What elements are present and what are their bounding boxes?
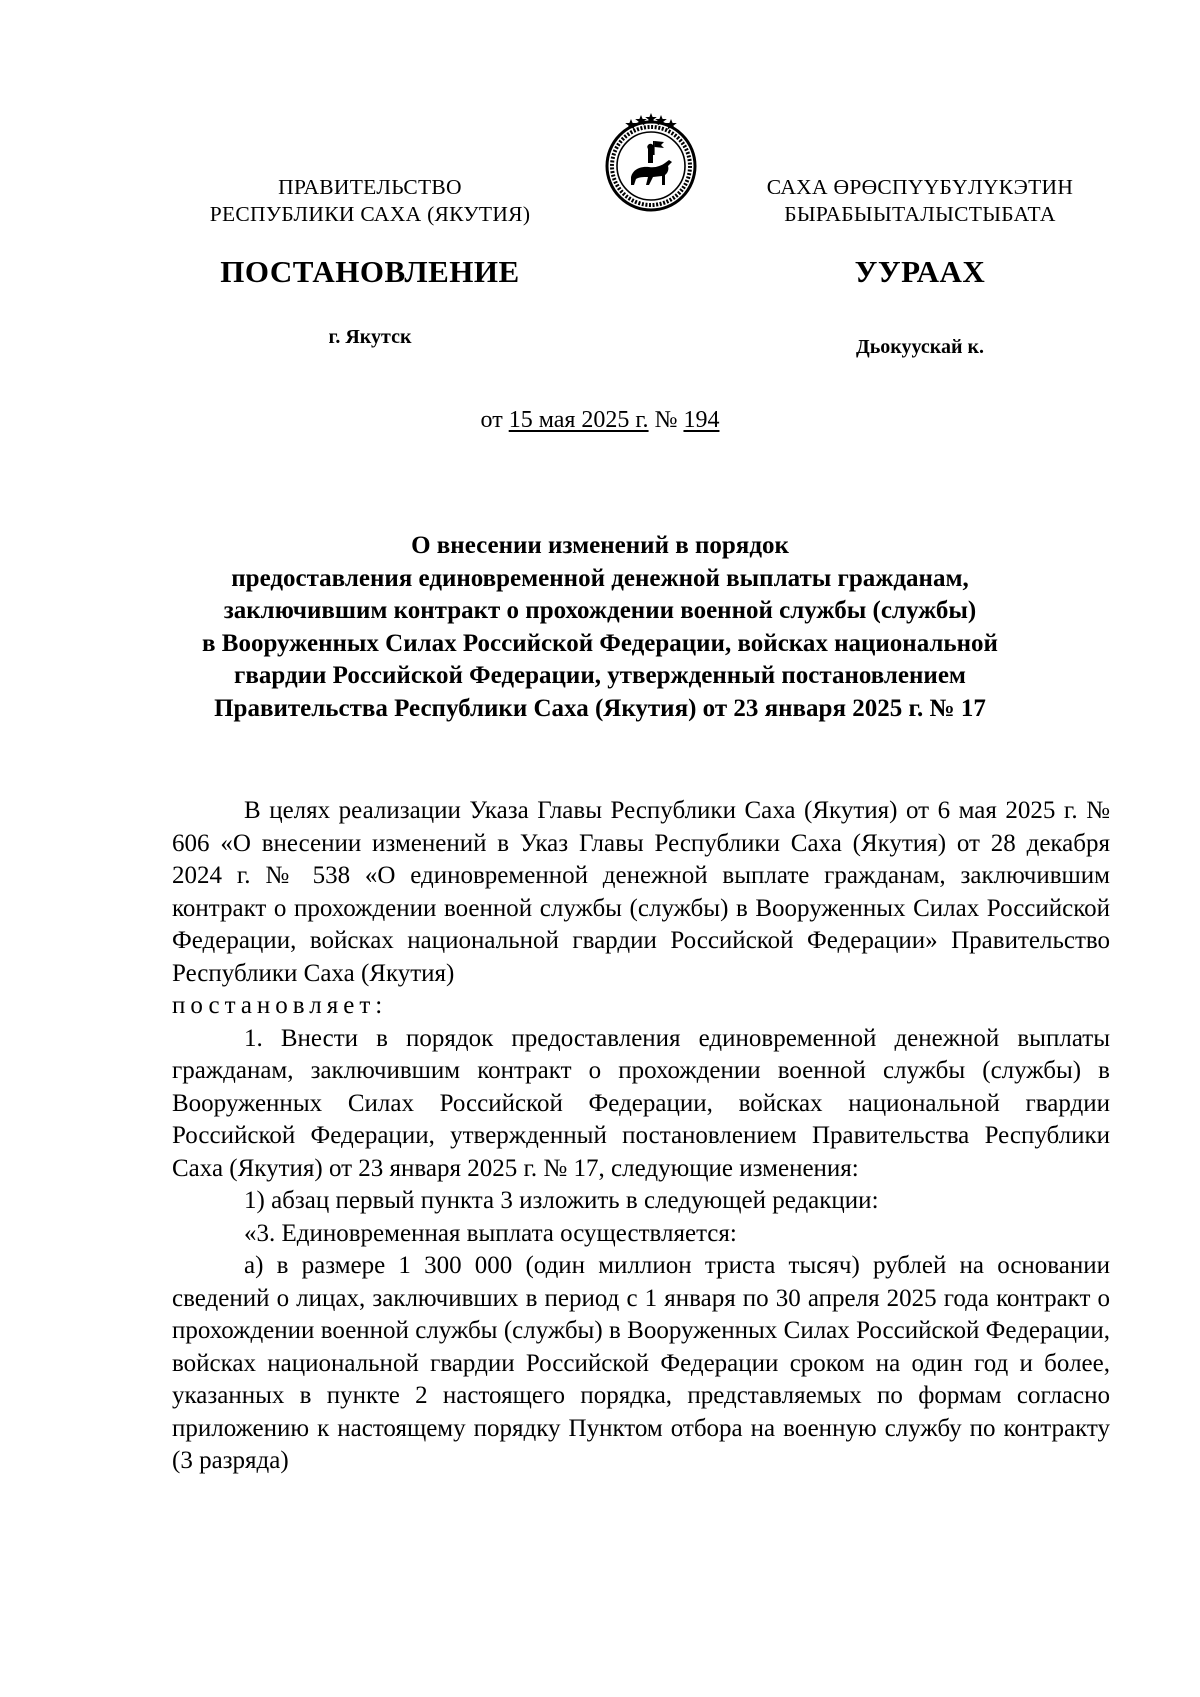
subitem-1-paragraph: 1) абзац первый пункта 3 изложить в следующей редакции: — [244, 1187, 879, 1214]
title-line: предоставления единовременной денежной выплаты гражданам, — [231, 564, 969, 592]
doc-type-sah: УУРААХ — [854, 254, 986, 289]
coat-of-arms-emblem-icon — [601, 111, 701, 213]
date-and-number — [0, 405, 1200, 435]
decree-word: постановляет: — [172, 992, 388, 1019]
point-a-paragraph: а) в размере 1 300 000 (один миллион триста тысяч) рублей на основании сведений о лицах, заключивших в период с 1 января по 30 апреля 2025 года контракт о прохождении военной службы (службы) в Вооруженных Силах Российской Федерации, войсках национальной гвардии Российской Федерации сроком на один год и более, указанных в пункте 2 настоящего порядка, представляемых по формам согласно приложению к настоящему порядку Пунктом отбора на военную службу по контракту (3 разряда) — [172, 1252, 1110, 1474]
date-prefix: от — [480, 407, 509, 433]
org-name-ru-line1: ПРАВИТЕЛЬСТВО — [278, 175, 462, 199]
org-name-sah-line1: САХА ӨРӨСПҮҮБҮЛҮКЭТИН — [766, 175, 1074, 199]
number-sign: № — [648, 407, 684, 433]
city-sah: Дьокуускай к. — [855, 336, 985, 358]
document-body — [172, 795, 1110, 1478]
title-line: Правительства Республики Саха (Якутия) от 23 января 2025 г. № 17 — [214, 694, 986, 722]
document-title — [160, 530, 1040, 725]
document-number: 194 — [683, 407, 720, 433]
title-line: в Вооруженных Силах Российской Федерации, войсках национальной — [202, 629, 998, 657]
title-line: заключившим контракт о прохождении военной службы (службы) — [223, 597, 977, 624]
document-date: 15 мая 2025 г. — [508, 407, 649, 433]
item-1-paragraph: 1. Внести в порядок предоставления единовременной денежной выплаты гражданам, заключившим контракт о прохождении военной службы (службы) в Вооруженных Силах Российской Федерации, войсках национальной гвардии Российской Федерации, утвержденный постановлением Правительства Республики Саха (Якутия) от 23 января 2025 г. № 17, следующие изменения: — [172, 1024, 1110, 1182]
title-line: О внесении изменений в порядок — [411, 532, 789, 559]
city-ru: г. Якутск — [328, 326, 412, 348]
org-name-ru-line2: РЕСПУБЛИКИ САХА (ЯКУТИЯ) — [209, 202, 531, 226]
preamble-paragraph: В целях реализации Указа Главы Республики Саха (Якутия) от 6 мая 2025 г. № 606 «О внесении изменений в Указ Главы Республики Саха (Якутия) от 28 декабря 2024 г. № 538 «О единовременной денежной выплате гражданам, заключившим контракт о прохождении военной службы (службы) в Вооруженных Силах Российской Федерации, войсках национальной гвардии Российской Федерации» Правительство Республики Саха (Якутия) — [172, 797, 1110, 987]
org-name-ru — [160, 174, 580, 228]
title-line: гвардии Российской Федерации, утвержденный постановлением — [234, 662, 966, 689]
doc-type-ru: ПОСТАНОВЛЕНИЕ — [220, 254, 520, 289]
quote-start-paragraph: «3. Единовременная выплата осуществляется: — [244, 1219, 737, 1247]
org-name-sah-line2: БЫРАБЫЫТАЛЫСТЫБАТА — [784, 202, 1056, 226]
org-name-sah — [710, 174, 1130, 228]
